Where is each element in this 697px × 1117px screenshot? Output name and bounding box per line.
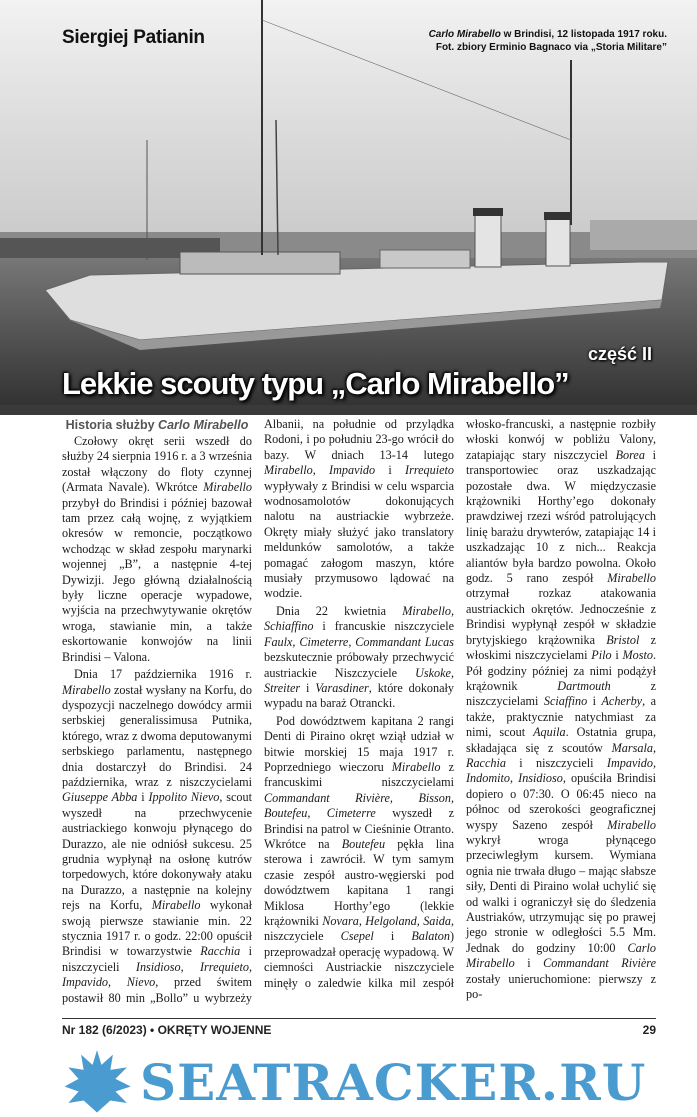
- text-run: Dnia 22 kwietnia: [276, 603, 403, 618]
- paragraph: [264, 604, 454, 712]
- ship-name: Mirabello, Impavido: [264, 463, 376, 478]
- footer: [62, 1018, 656, 1037]
- ship-name: Insidioso, Irrequieto, Impavido, Nievo: [62, 959, 252, 990]
- text-run: , niszczyciele: [264, 914, 454, 944]
- ship-name: Mirabello: [607, 817, 656, 832]
- watermark-text: SEATRACKER.RU: [140, 1052, 647, 1112]
- text-run: , opuściła Brindisi dopiero o 07:30. O 06:45 nieco na północ od szerokości geograficznej wyspy Sazeno zespół: [466, 771, 656, 832]
- text-run: z włoskimi niszczycielami: [466, 632, 656, 663]
- ship-name: Novara, Helgoland, Saida: [322, 914, 451, 928]
- page-number: 29: [642, 1023, 656, 1038]
- text-run: Pod dowództwem kapitana 2 rangi Denti di Piraino okręt wziął udział w bitwie morskiej 15 maja 1917 r. Poprzedniego wieczoru: [264, 713, 454, 774]
- text-run: i francuskie niszczyciele: [313, 619, 454, 634]
- text-run: wykrył wroga płynącego przeciwległym kursem. Wymiana ognia nie trwała długo – mając słabsze siły, Denti di Piraino wolał uchylić się od walki i ograniczył się do śledzenia Austriaków, utrzymując się po prawej jego stronie w odległości 5.5 Mm. Jednak do godziny 10:00: [466, 832, 656, 955]
- ship-name: Boutefeu: [341, 836, 386, 851]
- text-run: bezskutecznie próbowały przechwycić austriackie Niszczyciele: [264, 650, 454, 680]
- text-run: i: [587, 694, 602, 709]
- ship-name: Faulx, Cimeterre, Commandant Lucas: [264, 634, 454, 649]
- ship-name: Marsala, Racchia: [466, 740, 656, 770]
- ship-name: Sciaffino: [543, 694, 588, 709]
- text-run: otrzymał rozkaz atakowania austriackich okrętów. Jednocześnie z Brindisi wypłynął zespół w składzie brytyjskiego krążownika: [466, 586, 656, 647]
- text-run: ) przeprowadzał operację wypadową. W ciemności Austriackie niszczyciele minęły o zaledwie kilka mil zespół włosko-francuski, a następnie rozbiły włoski konwój w pobliżu Valony, zatapiając stary niszczyciel: [264, 417, 656, 990]
- ship-name: Mirabello: [62, 682, 111, 697]
- article-body: [62, 417, 656, 1006]
- ship-name: Dartmouth: [557, 678, 611, 693]
- ship-name: Impavido, Indomito, Insidioso: [466, 755, 656, 786]
- watermark: [62, 1047, 656, 1117]
- section-heading: [62, 417, 252, 434]
- ship-name: Varasdiner: [315, 680, 369, 695]
- ship-name: Acherby: [601, 694, 643, 709]
- ship-name: Mirabello: [203, 480, 252, 495]
- text-run: i: [611, 648, 623, 663]
- text-run: i: [300, 680, 316, 695]
- ship-name: Carlo Mirabello: [466, 940, 656, 971]
- photo-caption: [429, 28, 667, 54]
- text-run: i: [375, 463, 406, 478]
- text-run: . Ostatnia grupa, składająca się z scoutów: [466, 725, 656, 755]
- text-run: zostały unieruchomione: pierwszy z po-: [466, 971, 656, 1002]
- text-run: , scout wyszedł na przechwycenie austriackiego konwoju płynącego do Durazzo, ale nie odniósł sukcesu. 25 grudnia wypłynął na osłonę kutrów torpedowych, które dokonywały ataku na Durazzo, a następnie na kolejny rejs na Korfu,: [62, 790, 252, 913]
- caption-credit: Fot. zbiory Erminio Bagnaco via „Storia Militare”: [435, 42, 667, 53]
- ship-name: Mirabello: [151, 898, 201, 913]
- text-run: został wysłany na Korfu, do dyspozycji naczelnego dowódcy armii serbskiej generalissimusa Putnika, którego, wraz z dwoma deputowanymi serbskiego parlamentu, następnego dnia dostarczył do Brindisi. 24 października, wraz z niszczycielami: [62, 682, 252, 789]
- footer-issue: Nr 182 (6/2023) • OKRĘTY WOJENNE: [62, 1023, 272, 1038]
- ship-name: Giuseppe Abba: [62, 790, 138, 805]
- ship-name: Mirabello, Schiaffino: [264, 603, 454, 634]
- text-run: Czołowy okręt serii wszedł do służby 24 sierpnia 1916 r. a 3 września został włączony do floty czynnej (Armata Navale). Wkrótce: [62, 434, 252, 495]
- ship-name: Pilo: [591, 648, 612, 663]
- text-run: i niszczycieli: [62, 944, 252, 974]
- text-run: z niszczycielami: [466, 678, 656, 709]
- paragraphs: [62, 417, 656, 1006]
- text-run: przybył do Brindisi i później bazował tam przez całą wojnę, z wyjątkiem okresów w remoncie, początkowo wchodząc w skład zespołu marynarki wojennej „B”, a następnie 4-tej Dywizji. Jego główną działalnością były liczne operacje wypadowe, wyjścia na przechwytywanie okrętów wroga, stawianie min, a także eskortowanie konwojów na linii Brindisi – Valona.: [62, 495, 252, 664]
- article-title: Lekkie scouty typu „Carlo Mirabello”: [62, 366, 569, 401]
- watermark-sun-icon: [62, 1047, 132, 1117]
- ship-name: Racchia: [200, 944, 241, 959]
- section-heading-text: Historia służby: [65, 418, 159, 432]
- text-run: , przed świtem postawił 80 min „Bollo” u wybrzeży Albanii, na południe od przylądka Rodoni, i po południu 23-go wrócił do bazy. W dniach 13-14 lutego: [62, 417, 454, 1005]
- ship-name: Commandant Rivière, Bisson, Boutefeu, Cimeterre: [264, 790, 454, 821]
- ship-name: Bristol: [606, 632, 640, 647]
- ship-name: Borea: [615, 447, 645, 462]
- text-run: wyszedł z Brindisi na patrol w Cieśninie Otranto. Wkrótce na: [264, 806, 454, 851]
- article-flow: [62, 417, 656, 1117]
- ship-name: Ippolito Nievo: [148, 790, 220, 805]
- text-run: wykonał swoją pierwsze stawianie min. 22 stycznia 1917 r. o godz. 22:00 opuścił Brindisi w towarzystwie: [62, 898, 252, 959]
- author-name: Siergiej Patianin: [62, 27, 205, 48]
- ship-name: Commandant Rivière: [543, 956, 657, 971]
- caption-text: w Brindisi, 12 listopada 1917 roku.: [500, 29, 667, 40]
- text-run: i: [514, 956, 544, 971]
- part-label: część II: [588, 344, 653, 364]
- text-run: i: [373, 929, 412, 944]
- text-run: wypływały z Brindisi w celu wsparcia wodnosamolotów dokonujących nalotu na austriackie wybrzeże. Okręty miały służyć jako translatory meldunków samolotów, a także pomagać załogom maszyn, które musiały przymusowo lądować na wodzie.: [264, 478, 454, 601]
- ship-name: Aquila: [533, 725, 566, 740]
- ship-name: Mirabello: [391, 759, 441, 774]
- text-run: pękła lina sterowa i zawrócił. W tym samym czasie zespół austro-węgierski pod dowództwem kapitana 1 rangi Miklosa Horthy’ego (lekkie krążowniki: [264, 836, 454, 928]
- text-run: , a także, praktycznie natychmiast za nimi, scout: [466, 694, 656, 740]
- ship-name: Uskoke, Streiter: [264, 665, 454, 695]
- caption-ship-name: Carlo Mirabello: [428, 29, 501, 40]
- ship-name: Balaton: [411, 929, 450, 944]
- text-run: z francuskimi niszczycielami: [264, 759, 454, 790]
- text-run: . Pół godziny później za nimi podążył krążownik: [466, 648, 656, 693]
- paragraph: [62, 434, 252, 665]
- ship-name: Mirabello: [607, 571, 656, 586]
- ship-name: Mosto: [622, 648, 653, 663]
- text-run: Dnia 17 października 1916 r.: [74, 667, 252, 682]
- text-run: i transportowiec oraz uszkadzając pozostałe dwa. W międzyczasie krążowniki Horthy’ego dokonały prawdziwej rzezi wśród patrolujących linię barażu drywterów, zatapiając 14 i uszkadzając 10 z nich... Reakcja aliantów była bardzo powolna. Około godz. 5 rano zespół: [466, 447, 656, 586]
- text-run: i: [137, 790, 149, 805]
- ship-name: Csepel: [340, 929, 374, 944]
- ship-name: Irrequieto: [405, 463, 454, 478]
- text-run: i niszczycieli: [505, 755, 607, 770]
- text-run: , które dokonały wypadu na baraż Otrancki.: [264, 680, 455, 711]
- section-heading-ship: Carlo Mirabello: [158, 418, 249, 432]
